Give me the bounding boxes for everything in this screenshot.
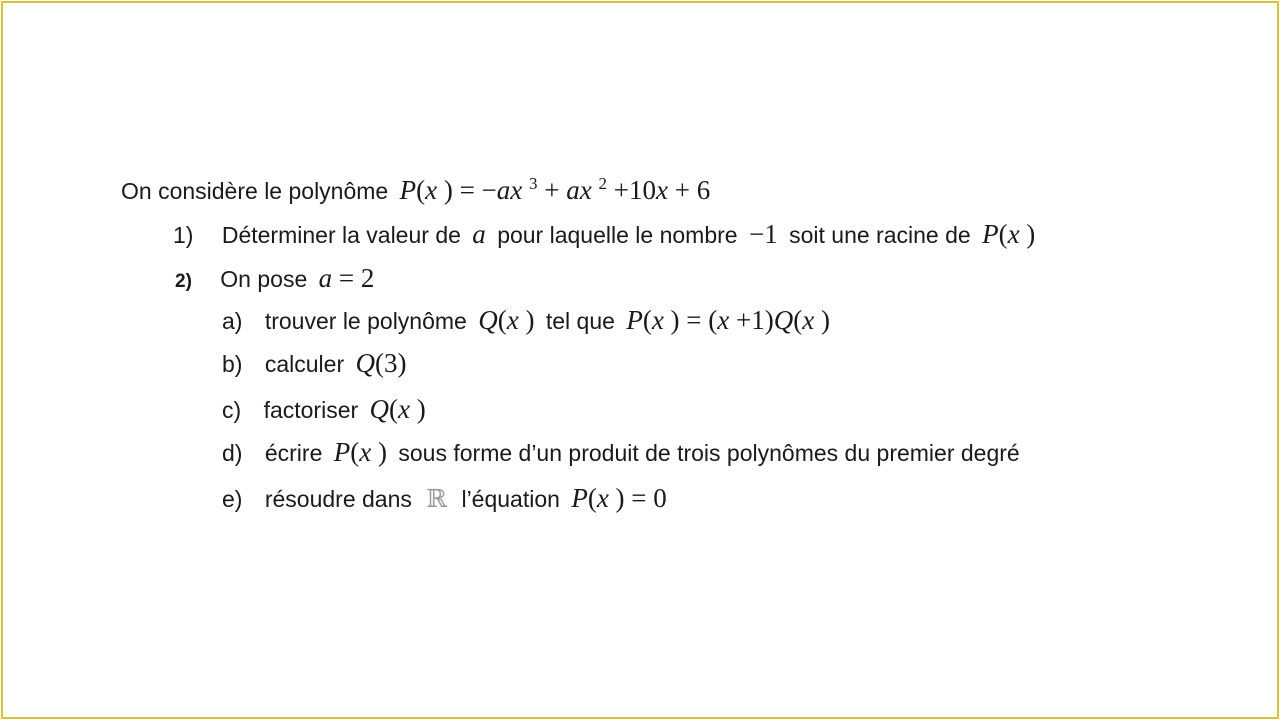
- math-polynomial-q: Q(x ): [478, 305, 535, 335]
- question-letter: d): [222, 440, 243, 466]
- question-2a: [222, 305, 835, 335]
- slide-frame: [1, 1, 1279, 719]
- question-text: pour laquelle le nombre: [497, 222, 738, 248]
- question-2b: [222, 348, 411, 378]
- question-text: calculer: [264, 351, 345, 377]
- question-text: tel que: [545, 308, 615, 334]
- intro-text: On considère le polynôme: [121, 178, 389, 204]
- question-letter: b): [222, 351, 243, 377]
- question-text: On pose: [220, 266, 308, 292]
- question-text: résoudre dans: [264, 486, 412, 512]
- math-polynomial-p: P(x ): [982, 219, 1036, 249]
- question-text: écrire: [264, 440, 323, 466]
- math-a-equals-2: a = 2: [318, 263, 375, 293]
- intro-line: [121, 175, 715, 205]
- math-variable-a: a: [472, 219, 486, 249]
- question-number: 1): [173, 222, 194, 248]
- question-text: Déterminer la valeur de: [221, 222, 461, 248]
- question-text: factoriser: [263, 397, 359, 423]
- math-q-of-3: Q(3): [355, 348, 407, 378]
- math-factorization-equation: P(x ) = (x +1)Q(x ): [626, 305, 830, 335]
- question-text: soit une racine de: [789, 222, 971, 248]
- question-text: l’équation: [461, 486, 560, 512]
- question-2d: [222, 437, 1020, 467]
- question-letter: c): [222, 397, 242, 423]
- math-polynomial-q: Q(x ): [369, 394, 426, 424]
- question-letter: a): [222, 308, 243, 334]
- math-polynomial-p: P(x ): [333, 437, 387, 467]
- question-letter: e): [222, 486, 243, 512]
- question-2: [175, 263, 379, 293]
- polynomial-definition: P(x ) = −ax $^3$ + ax $^2$ +10x + 6: [399, 174, 711, 205]
- question-2c: [222, 394, 431, 424]
- question-number: 2): [175, 271, 192, 292]
- question-text: sous forme d’un produit de trois polynômes du premier degré: [398, 440, 1020, 466]
- real-numbers-symbol: ℝ: [426, 484, 448, 513]
- math-value-minus-one: −1: [748, 219, 778, 249]
- question-1: [173, 219, 1040, 249]
- question-2e: [222, 483, 672, 513]
- math-equation-p-equals-zero: P(x ) = 0: [571, 483, 667, 513]
- exercise-document: [3, 3, 1277, 717]
- question-text: trouver le polynôme: [264, 308, 467, 334]
